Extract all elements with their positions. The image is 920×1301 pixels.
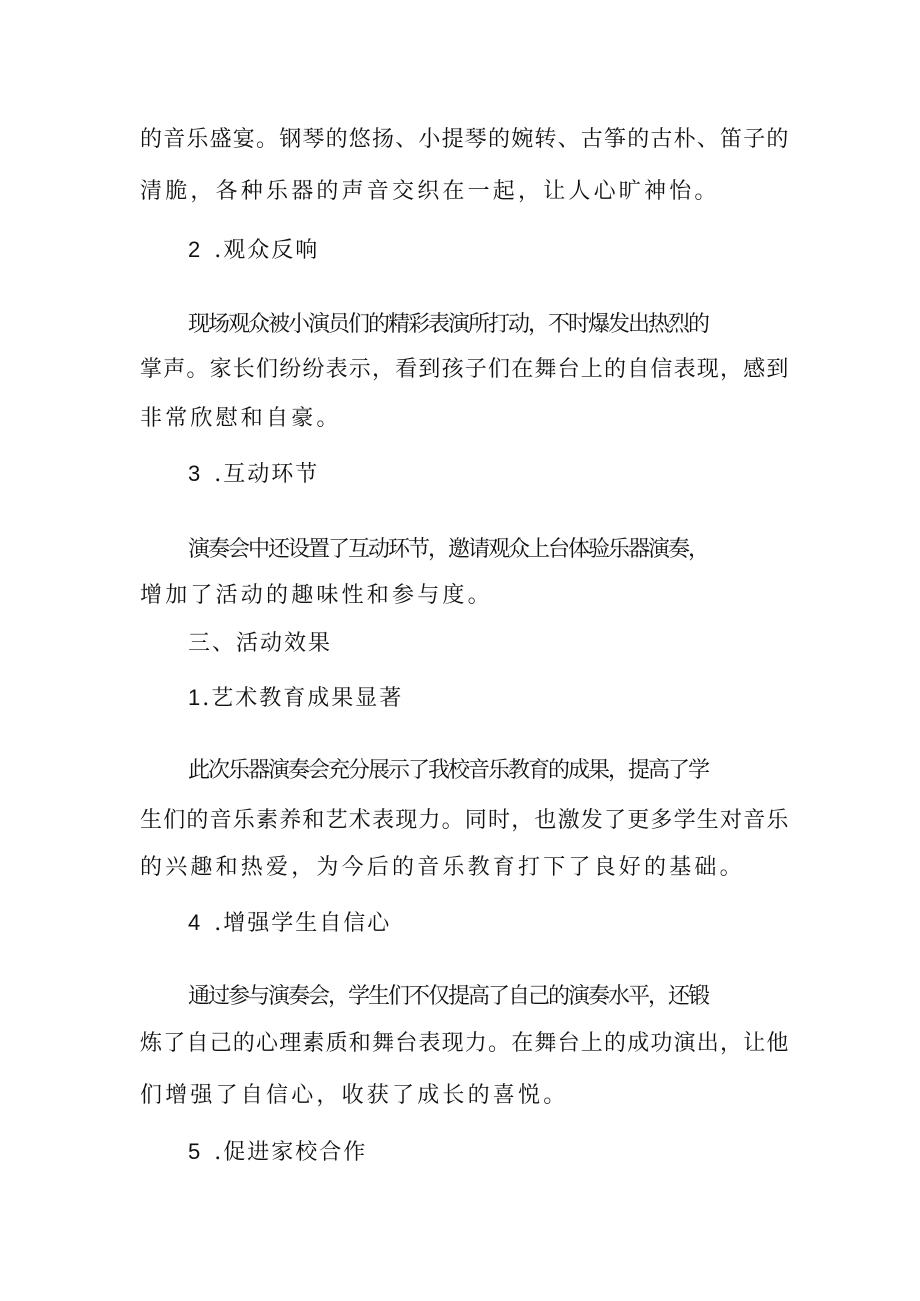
- heading-text: .互动环节: [214, 462, 320, 487]
- paragraph-interaction-line-2: 增加了活动的趣味性和参与度。: [140, 583, 493, 608]
- heading-number: 5: [188, 1139, 201, 1164]
- paragraph-art-line-2: 生们的音乐素养和艺术表现力。同时，也激发了更多学生对音乐: [140, 808, 790, 833]
- paragraph-audience-line-2: 掌声。家长们纷纷表示，看到孩子们在舞台上的自信表现，感到: [140, 357, 790, 382]
- paragraph-interaction-line-1: 演奏会中还设置了互动环节，邀请观众上台体验乐器演奏，: [188, 537, 709, 562]
- heading-audience-response: [188, 235, 319, 266]
- heading-interaction: [188, 459, 319, 490]
- paragraph-art-line-3: 的兴趣和热爱，为今后的音乐教育打下了良好的基础。: [140, 855, 745, 880]
- heading-art-education: [188, 683, 403, 714]
- paragraph-audience-line-3: 非常欣慰和自豪。: [140, 406, 342, 431]
- paragraph-art-line-1: 此次乐器演奏会充分展示了我校音乐教育的成果，提高了学: [188, 758, 709, 783]
- paragraph-intro-line-2: 清脆，各种乐器的声音交织在一起，让人心旷神怡。: [140, 179, 720, 204]
- heading-number: 1: [188, 685, 201, 710]
- heading-text: .增强学生自信心: [214, 911, 392, 936]
- heading-number: 2: [188, 237, 201, 262]
- heading-text: .促进家校合作: [214, 1140, 368, 1165]
- paragraph-confidence-line-2: 炼了自己的心理素质和舞台表现力。在舞台上的成功演出，让他: [140, 1031, 790, 1056]
- paragraph-audience-line-1: 现场观众被小演员们的精彩表演所打动，不时爆发出热烈的: [188, 312, 709, 337]
- paragraph-confidence-line-3: 们增强了自信心，收获了成长的喜悦。: [140, 1083, 569, 1108]
- heading-text: .艺术教育成果显著: [202, 686, 404, 711]
- heading-home-school: [188, 1137, 367, 1168]
- section-heading-effects: 三、活动效果: [188, 631, 333, 656]
- heading-number: 3: [188, 461, 201, 486]
- paragraph-confidence-line-1: 通过参与演奏会，学生们不仅提高了自己的演奏水平，还锻: [188, 984, 709, 1009]
- heading-text: .观众反响: [214, 238, 320, 263]
- paragraph-intro-line-1: 的音乐盛宴。钢琴的悠扬、小提琴的婉转、古筝的古朴、笛子的: [140, 127, 790, 152]
- heading-confidence: [188, 908, 391, 939]
- heading-number: 4: [188, 910, 201, 935]
